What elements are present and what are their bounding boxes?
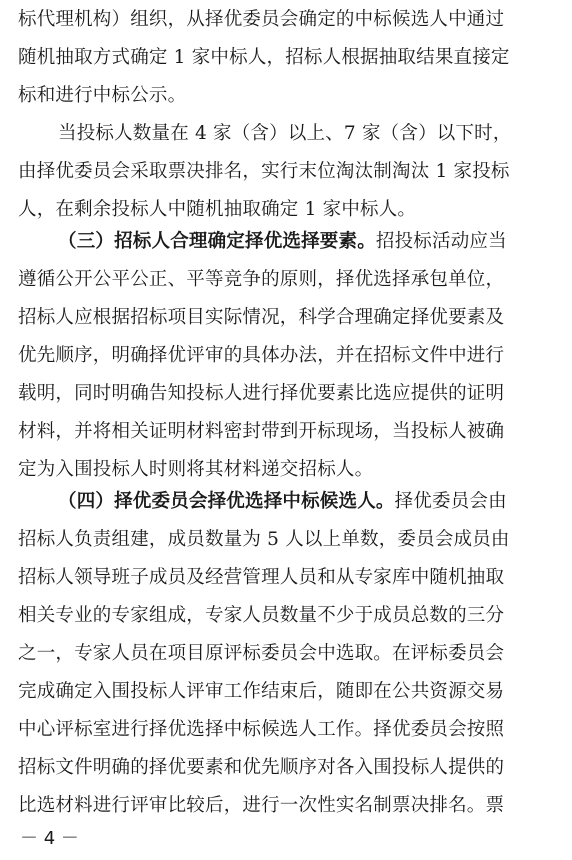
text-line: 人，在剩余投标人中随机抽取确定 1 家中标人。 (18, 199, 417, 220)
text-line: 招标文件明确的择优要素和优先顺序对各入围投标人提供的 (18, 757, 505, 778)
text-line: 相关专业的专家组成，专家人员数量不少于成员总数的三分 (18, 605, 505, 626)
text-line: 标和进行中标公示。 (18, 85, 187, 106)
section-text: 招投标活动应当 (375, 231, 507, 252)
text-line: 载明，同时明确告知投标人进行择优要素比选应提供的证明 (18, 383, 505, 404)
page-number: － 4 － (20, 828, 79, 849)
text-line: 招标人负责组建，成员数量为 5 人以上单数，委员会成员由 (18, 529, 510, 550)
text-line: 完成确定入围投标人评审工作结束后，随即在公共资源交易 (18, 681, 505, 702)
text-line: 招标人应根据招标项目实际情况，科学合理确定择优要素及 (18, 307, 505, 328)
paragraph-first-line: 当投标人数量在 4 家（含）以上、7 家（含）以下时， (58, 123, 512, 144)
text-line: 优先顺序，明确择优评审的具体办法，并在招标文件中进行 (18, 345, 505, 366)
text-line: 中心评标室进行择优选择中标候选人工作。择优委员会按照 (18, 719, 505, 740)
text-line: 定为入围投标人时则将其材料递交招标人。 (18, 459, 374, 480)
section-heading: （三）招标人合理确定择优选择要素。 (58, 231, 376, 252)
text-line: 招标人领导班子成员及经营管理人员和从专家库中随机抽取 (18, 567, 505, 588)
text-line: 遵循公开公平公正、平等竞争的原则，择优选择承包单位， (18, 269, 505, 290)
section-text: 择优委员会由 (394, 491, 507, 512)
section-heading: （四）择优委员会择优选择中标候选人。 (58, 491, 395, 512)
text-line: 材料，并将相关证明材料密封带到开标现场，当投标人被确 (18, 421, 505, 442)
text-line: 随机抽取方式确定 1 家中标人，招标人根据抽取结果直接定 (18, 47, 510, 68)
text-line: 比选材料进行评审比较后，进行一次性实名制票决排名。票 (18, 795, 505, 816)
text-line: 标代理机构）组织，从择优委员会确定的中标候选人中通过 (18, 9, 505, 30)
text-line: 之一，专家人员在项目原评标委员会中选取。在评标委员会 (18, 643, 505, 664)
text-line: 由择优委员会采取票决排名，实行末位淘汰制淘汰 1 家投标 (18, 161, 510, 182)
section-heading-line-4 (58, 488, 558, 516)
section-heading-line-3 (58, 228, 558, 256)
